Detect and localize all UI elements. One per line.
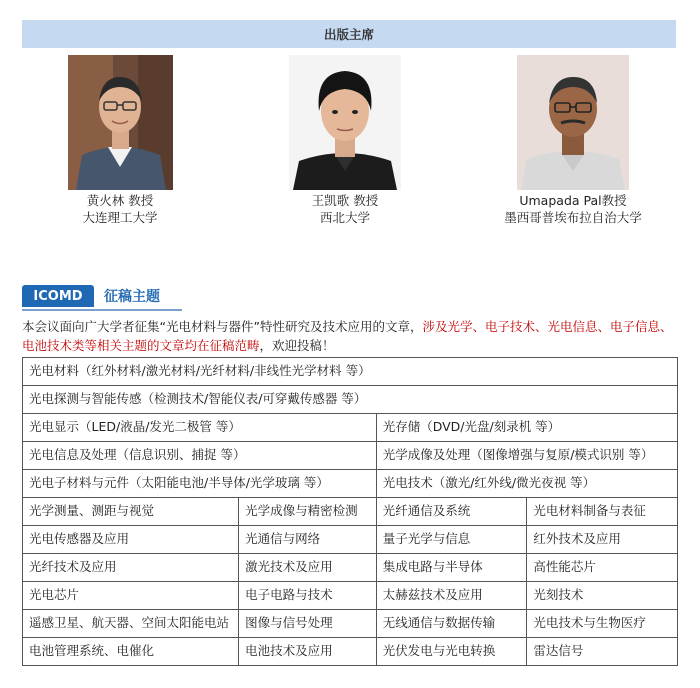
- chair-card-3: [488, 55, 658, 226]
- intro-text: 本会议面向广大学者征集“光电材料与器件”特性研究及技术应用的文章，: [22, 319, 423, 334]
- publication-chairs-header: [22, 20, 676, 48]
- intro-end: ，欢迎投稿！: [259, 338, 335, 353]
- table-row: [23, 358, 678, 386]
- topic-cell: 光刻技术: [527, 582, 678, 610]
- topic-cell: 光电显示（LED/液晶/发光二极管 等）: [23, 414, 377, 442]
- table-row: [23, 554, 678, 582]
- topic-cell: 光存储（DVD/光盘/刻录机 等）: [376, 414, 677, 442]
- topic-cell: 无线通信与数据传输: [376, 610, 527, 638]
- topic-cell: 光学成像及处理（图像增强与复原/模式识别 等）: [376, 442, 677, 470]
- topic-cell: 激光技术及应用: [239, 554, 377, 582]
- topic-cell: 光通信与网络: [239, 526, 377, 554]
- table-row: [23, 498, 678, 526]
- table-row: [23, 610, 678, 638]
- topics-section-title: [22, 285, 182, 311]
- intro-highlight: 涉及光学、电子技术、光电信息、电子信息、电池技术类等相关主题的文章均在征稿范畴: [22, 319, 673, 353]
- topic-cell: 光电技术（激光/红外线/微光夜视 等）: [376, 470, 677, 498]
- topic-cell: 量子光学与信息: [376, 526, 527, 554]
- chair-name-1: 黄火林 教授: [86, 193, 154, 208]
- icomd-tag: ICOMD: [22, 285, 94, 307]
- chair-name-2: 王凯歌 教授: [311, 193, 379, 208]
- topics-intro: [22, 317, 678, 355]
- topic-cell: 雷达信号: [527, 638, 678, 666]
- table-row: [23, 638, 678, 666]
- chair-photo-3: [517, 55, 629, 190]
- chair-affiliation-2: 西北大学: [319, 210, 370, 225]
- chair-card-1: [40, 55, 200, 226]
- topic-cell: 光电材料（红外材料/激光材料/光纤材料/非线性光学材料 等）: [23, 358, 678, 386]
- publication-chairs-title: 出版主席: [323, 27, 374, 42]
- topic-cell: 图像与信号处理: [239, 610, 377, 638]
- chair-affiliation-3: 墨西哥普埃布拉自治大学: [504, 210, 642, 225]
- topic-cell: 光伏发电与光电转换: [376, 638, 527, 666]
- topic-cell: 电池技术及应用: [239, 638, 377, 666]
- table-row: [23, 414, 678, 442]
- topic-cell: 光电芯片: [23, 582, 239, 610]
- chair-card-2: [265, 55, 425, 226]
- topic-cell: 光电材料制备与表征: [527, 498, 678, 526]
- topic-cell: 电子电路与技术: [239, 582, 377, 610]
- topic-cell: 光电信息及处理（信息识别、捕捉 等）: [23, 442, 377, 470]
- chair-photo-1: [68, 55, 173, 190]
- topic-cell: 光学成像与精密检测: [239, 498, 377, 526]
- topic-cell: 光电技术与生物医疗: [527, 610, 678, 638]
- table-row: [23, 526, 678, 554]
- topic-cell: 光电探测与智能传感（检测技术/智能仪表/可穿戴传感器 等）: [23, 386, 678, 414]
- topic-cell: 电池管理系统、电催化: [23, 638, 239, 666]
- chair-affiliation-1: 大连理工大学: [82, 210, 158, 225]
- topic-cell: 光纤通信及系统: [376, 498, 527, 526]
- topic-cell: 集成电路与半导体: [376, 554, 527, 582]
- topic-cell: 光电传感器及应用: [23, 526, 239, 554]
- topic-cell: 光纤技术及应用: [23, 554, 239, 582]
- topics-table: [22, 357, 678, 666]
- topic-cell: 光电子材料与元件（太阳能电池/半导体/光学玻璃 等）: [23, 470, 377, 498]
- table-row: [23, 442, 678, 470]
- table-row: [23, 582, 678, 610]
- table-row: [23, 470, 678, 498]
- table-row: [23, 386, 678, 414]
- topics-heading: 征稿主题: [104, 289, 160, 305]
- chair-photo-2: [289, 55, 401, 190]
- topic-cell: 遥感卫星、航天器、空间太阳能电站: [23, 610, 239, 638]
- topic-cell: 红外技术及应用: [527, 526, 678, 554]
- topic-cell: 高性能芯片: [527, 554, 678, 582]
- topic-cell: 光学测量、测距与视觉: [23, 498, 239, 526]
- topic-cell: 太赫兹技术及应用: [376, 582, 527, 610]
- chair-name-3: Umapada Pal教授: [519, 193, 627, 208]
